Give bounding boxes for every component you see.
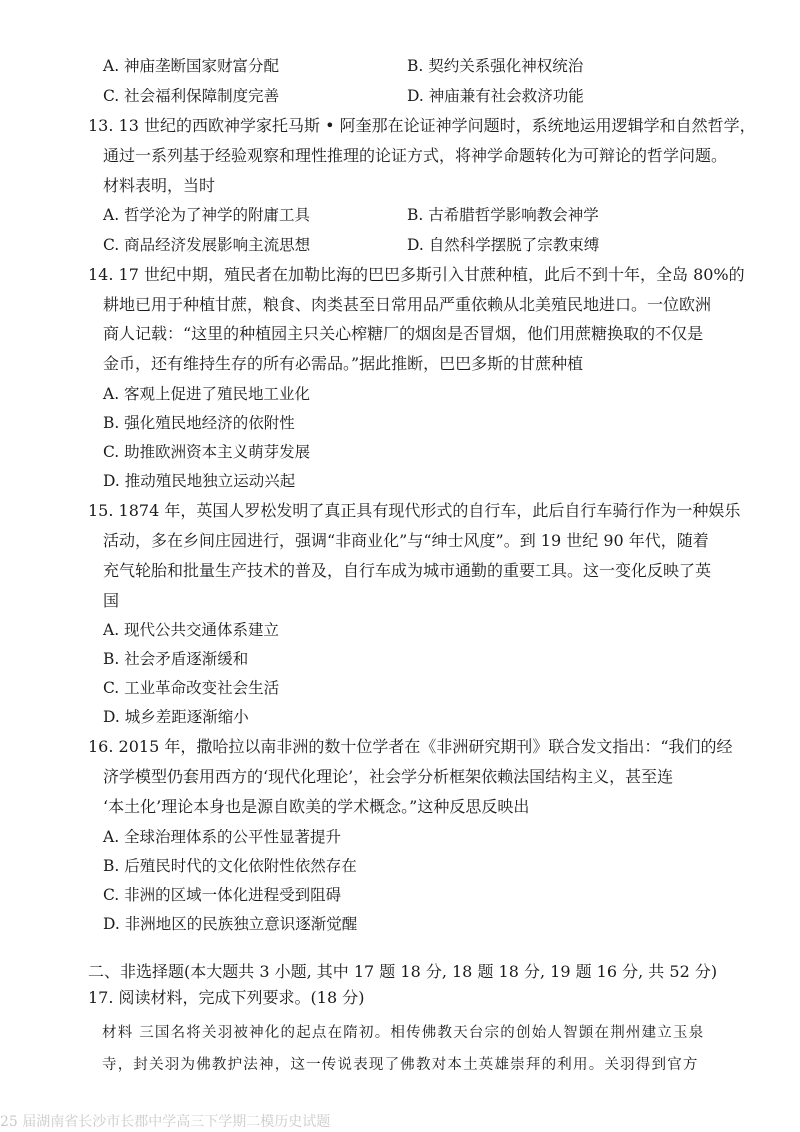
q12-option-a: A. 神庙垄断国家财富分配 xyxy=(103,57,280,75)
q16-stem-line: ‘本土化’理论本身也是源自欧美的学术概念。”这种反思反映出 xyxy=(103,797,530,816)
q13-option-c: C. 商品经济发展影响主流思想 xyxy=(103,236,311,254)
material-line: 寺，封关羽为佛教护法神，这一传说表现了佛教对本土英雄崇拜的利用。关羽得到官方 xyxy=(102,1057,699,1073)
q13-option-d: D. 自然科学摆脱了宗教束缚 xyxy=(407,236,600,254)
q16-option-a: A. 全球治理体系的公平性显著提升 xyxy=(103,828,342,846)
footer-source: 25 届湖南省长沙市长郡中学高三下学期二模历史试题 xyxy=(0,1114,331,1130)
q16-stem-line: 济学模型仍套用西方的‘现代化理论’，社会学分析框架依赖法国结构主义，甚至连 xyxy=(103,767,674,786)
q12-option-b: B. 契约关系强化神权统治 xyxy=(407,57,584,75)
q13-stem-line: 通过一系列基于经验观察和理性推理的论证方式，将神学命题转化为可辩论的哲学问题。 xyxy=(103,146,728,165)
q16-option-d: D. 非洲地区的民族独立意识逐渐觉醒 xyxy=(103,915,358,933)
q14-option-d: D. 推动殖民地独立运动兴起 xyxy=(103,472,296,490)
q12-option-d: D. 神庙兼有社会救济功能 xyxy=(407,87,584,105)
q12-option-c: C. 社会福利保障制度完善 xyxy=(103,87,280,105)
q13-option-a: A. 哲学沦为了神学的附庸工具 xyxy=(103,206,311,224)
q14-stem-line: 商人记载：“这里的种植园主只关心榨糖厂的烟囱是否冒烟，他们用蔗糖换取的不仅是 xyxy=(103,324,704,343)
q14-stem-line: 耕地已用于种植甘蔗，粮食、肉类甚至日常用品严重依赖从北美殖民地进口。一位欧洲 xyxy=(103,295,712,314)
q15-stem-line: 15. 1874 年，英国人罗松发明了真正具有现代形式的自行车，此后自行车骑行作为一种娱乐 xyxy=(88,501,741,520)
q16-option-c: C. 非洲的区域一体化进程受到阻碍 xyxy=(103,886,342,904)
q15-option-d: D. 城乡差距逐渐缩小 xyxy=(103,708,249,726)
q13-option-b: B. 古希腊哲学影响教会神学 xyxy=(407,206,599,224)
section-heading: 二、非选择题(本大题共 3 小题, 其中 17 题 18 分, 18 题 18 分, 19 题 16 分, 共 52 分) xyxy=(88,962,718,981)
q14-option-b: B. 强化殖民地经济的依附性 xyxy=(103,414,295,432)
q14-option-c: C. 助推欧洲资本主义萌芽发展 xyxy=(103,443,311,461)
q17-heading: 17. 阅读材料，完成下列要求。(18 分) xyxy=(88,988,365,1007)
q15-stem-line: 活动，多在乡间庄园进行，强调“非商业化”与“绅士风度”。到 19 世纪 90 年代，随着 xyxy=(103,531,709,550)
q13-stem-line: 材料表明，当时 xyxy=(103,176,216,195)
q14-option-a: A. 客观上促进了殖民地工业化 xyxy=(103,385,311,403)
q14-stem-line: 金币，还有维持生存的所有必需品。”据此推断，巴巴多斯的甘蔗种植 xyxy=(103,354,584,373)
q16-stem-line: 16. 2015 年，撒哈拉以南非洲的数十位学者在《非洲研究期刊》联合发文指出：“我们的经 xyxy=(88,737,733,756)
q15-option-c: C. 工业革命改变社会生活 xyxy=(103,679,280,697)
q15-stem-line: 国 xyxy=(103,591,120,610)
q15-option-b: B. 社会矛盾逐渐缓和 xyxy=(103,650,249,668)
material-line: 材料 三国名将关羽被神化的起点在隋初。相传佛教天台宗的创始人智顗在荆州建立玉泉 xyxy=(102,1025,705,1041)
q15-stem-line: 充气轮胎和批量生产技术的普及，自行车成为城市通勤的重要工具。这一变化反映了英 xyxy=(103,561,712,580)
q16-option-b: B. 后殖民时代的文化依附性依然存在 xyxy=(103,857,357,875)
q15-option-a: A. 现代公共交通体系建立 xyxy=(103,621,280,639)
q14-stem-line: 14. 17 世纪中期，殖民者在加勒比海的巴巴多斯引入甘蔗种植，此后不到十年，全岛 80%的 xyxy=(88,265,745,284)
q13-stem-line: 13. 13 世纪的西欧神学家托马斯 • 阿奎那在论证神学问题时，系统地运用逻辑学和自然哲学， xyxy=(88,116,756,135)
